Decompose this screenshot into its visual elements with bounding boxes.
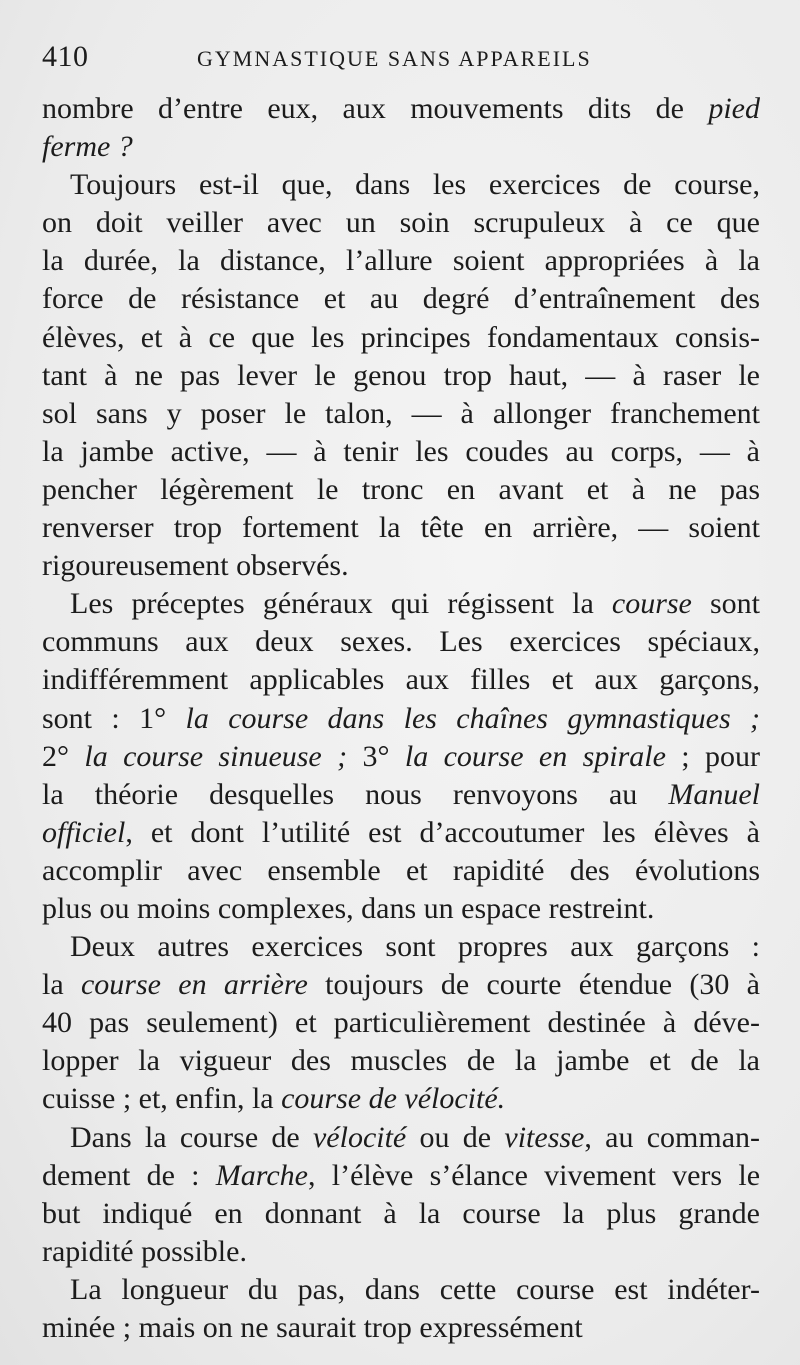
text-segment: dement de : [42,1158,216,1192]
italic-text: Manuel [668,777,760,811]
text-segment: , au comman- [584,1120,760,1154]
page-header [42,40,760,76]
text-segment: pencher légèrement le tronc en avant et à ne pas [42,472,760,506]
text-segment: but indiqué en donnant à la course la plus grande [42,1196,760,1230]
text-line [42,738,760,776]
text-line [42,547,760,585]
text-line [42,928,760,966]
text-segment: la [42,968,81,1002]
text-line [42,1004,760,1042]
text-segment: Deux autres exercices sont propres aux garçons : [70,930,760,964]
text-segment: sont [691,587,760,621]
text-segment: on doit veiller avec un soin scrupuleux à ce que [42,206,760,240]
text-segment: La longueur du pas, dans cette course est indéter- [70,1272,760,1306]
text-segment: sol sans y poser le talon, — à allonger franchement [42,396,760,430]
text-line [42,280,760,318]
text-segment: 2° [42,739,85,773]
text-segment: cuisse ; et, enfin, la [42,1082,282,1116]
italic-text: pied [708,92,760,125]
text-line [42,585,760,623]
text-segment: , et dont l’utilité est d’accoutumer les élèves à [125,815,760,849]
text-line [42,890,760,928]
text-line [42,623,760,661]
text-line [42,1042,760,1080]
text-segment: Toujours est-il que, dans les exercices de course, [70,168,760,202]
text-line [42,1080,760,1118]
italic-text: ferme ? [42,130,133,164]
text-segment: nombre d’entre eux, aux mouvements dits de [42,92,709,125]
text-line [42,166,760,204]
text-line [42,433,760,471]
text-line [42,661,760,699]
italic-text: vitesse [504,1120,585,1154]
text-segment: renverser trop fortement la tête en arrière, — soient [42,511,760,545]
italic-text: course en arrière [80,968,308,1002]
text-line [42,966,760,1004]
text-segment: rigoureusement observés. [42,549,349,583]
text-segment: force de résistance et au degré d’entraînement des [42,282,760,316]
text-segment: lopper la vigueur des muscles de la jambe et de la [42,1044,760,1078]
text-line [42,1233,760,1271]
text-segment: la durée, la distance, l’allure soient appropriées à la [42,244,760,278]
text-segment: plus ou moins complexes, dans un espace restreint. [42,891,655,925]
running-title: GYMNASTIQUE SANS APPAREILS [197,46,592,71]
text-line [42,1119,760,1157]
body-text [42,90,760,1347]
text-line [42,471,760,509]
text-segment: minée ; mais on ne saurait trop expressément [42,1311,583,1344]
italic-text: la course dans les chaînes gymnastiques ; [185,701,760,735]
text-segment: sont : 1° [42,701,186,735]
text-line [42,357,760,395]
text-segment: la théorie desquelles nous renvoyons au [42,777,669,811]
text-line [42,1157,760,1195]
text-line [42,204,760,242]
text-line [42,776,760,814]
text-line [42,1195,760,1233]
text-segment: accomplir avec ensemble et rapidité des évolutions [42,853,760,887]
italic-text: course [611,587,692,621]
text-line [42,509,760,547]
italic-text: course de vélocité. [281,1082,506,1116]
text-segment: 3° [347,739,405,773]
text-segment: indifféremment applicables aux filles et aux garçons, [42,663,760,697]
text-line [42,1271,760,1309]
text-segment: rapidité possible. [42,1234,247,1268]
text-line [42,128,760,166]
text-segment: , l’élève s’élance vivement vers le [307,1158,760,1192]
text-line [42,1309,760,1347]
text-line [42,852,760,890]
text-segment: Dans la course de [70,1120,313,1154]
text-line [42,395,760,433]
text-segment: tant à ne pas lever le genou trop haut, — à raser le [42,358,760,392]
italic-text: la course en spirale [404,739,666,773]
text-segment: toujours de courte étendue (30 à [307,968,760,1002]
text-line [42,319,760,357]
text-segment: ; pour [665,739,760,773]
italic-text: la course sinueuse ; [84,739,348,773]
text-line [42,242,760,280]
text-segment: la jambe active, — à tenir les coudes au corps, — à [42,434,760,468]
text-line [42,90,760,128]
italic-text: vélocité [312,1120,407,1154]
page-number: 410 [42,40,89,73]
text-segment: ou de [406,1120,505,1154]
text-line [42,814,760,852]
text-segment: élèves, et à ce que les principes fondamentaux consis- [42,320,760,354]
text-segment: 40 pas seulement) et particulièrement destinée à déve- [42,1006,760,1040]
text-segment: communs aux deux sexes. Les exercices spéciaux, [42,625,760,659]
italic-text: Marche [215,1158,308,1192]
text-segment: Les préceptes généraux qui régissent la [70,587,612,621]
text-line [42,700,760,738]
italic-text: officiel [42,815,126,849]
